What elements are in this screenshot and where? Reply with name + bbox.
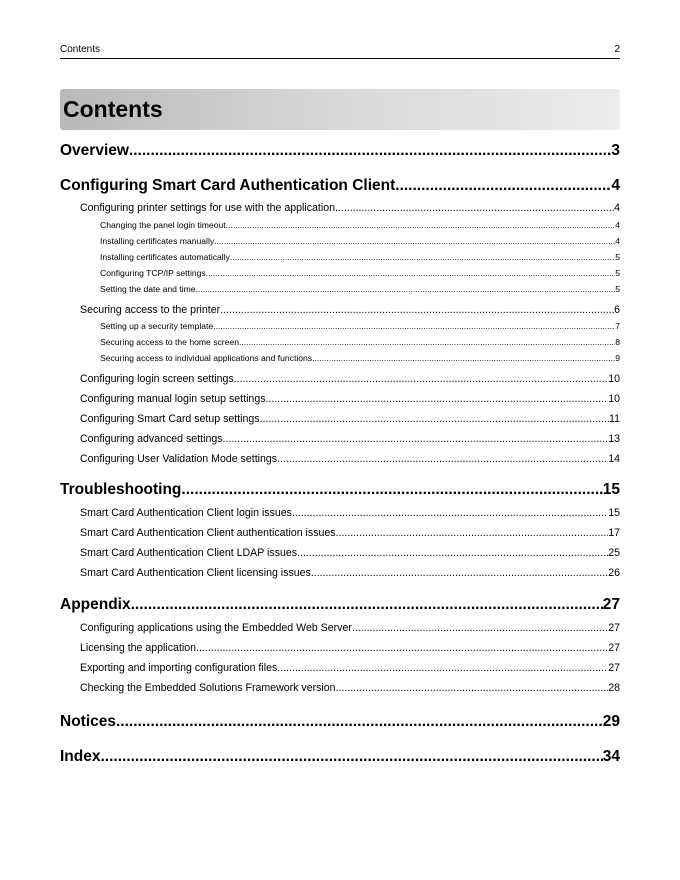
toc-entry-notices[interactable] [60,713,620,731]
toc-entry-page: 27 [602,596,620,613]
toc-leader-dots [335,202,614,215]
toc-entry-title: Configuring login screen settings [80,373,234,385]
toc-entry-title: Configuring User Validation Mode settings [80,453,278,465]
toc-entry-changing-panel-login-timeout[interactable] [100,220,620,231]
toc-leader-dots [230,252,615,263]
toc-entry-securing-access-to-individual-applications[interactable] [100,353,620,364]
toc-entry-page: 4 [615,236,620,246]
page-title: Contents [63,96,163,122]
toc-leader-dots [292,507,608,520]
toc-leader-dots [196,284,616,295]
toc-entry-page: 27 [608,642,620,654]
toc-entry-title: Configuring printer settings for use with the application [80,202,335,214]
toc-leader-dots [129,142,611,160]
toc-entry-title: Changing the panel login timeout [100,220,226,230]
toc-leader-dots [312,353,615,364]
toc-entry-title: Securing access to the home screen [100,337,240,347]
running-header [60,44,620,59]
toc-entry-title: Setting up a security template [100,321,214,331]
toc-entry-installing-certificates-manually[interactable] [100,236,620,247]
toc-entry-page: 25 [608,547,620,559]
toc-entry-title: Configuring applications using the Embedded Web Server [80,622,352,634]
toc-leader-dots [311,567,608,580]
toc-leader-dots [214,236,615,247]
toc-entry-configuring-user-validation-mode-settings[interactable] [80,453,620,466]
toc-entry-configuring-tcpip-settings[interactable] [100,268,620,279]
toc-entry-page: 28 [608,682,620,694]
toc-leader-dots [223,433,609,446]
toc-entry-title: Notices [60,713,116,730]
toc-entry-page: 15 [602,481,620,498]
toc-leader-dots [206,268,615,279]
contents-title-banner [60,89,620,130]
toc-leader-dots [266,393,609,406]
toc-entry-title: Securing access to the printer [80,304,221,316]
toc-entry-setting-date-and-time[interactable] [100,284,620,295]
toc-entry-page: 29 [602,713,620,730]
toc-leader-dots [277,453,608,466]
toc-entry-configuring-printer-settings[interactable] [80,202,620,215]
toc-entry-configuring-applications-ews[interactable] [80,622,620,635]
toc-entry-configuring-smart-card-authentication-client[interactable] [60,177,620,195]
toc-entry-title: Licensing the application [80,642,197,654]
toc-leader-dots [213,321,615,332]
toc-entry-index[interactable] [60,748,620,766]
toc-entry-title: Configuring manual login setup settings [80,393,266,405]
toc-entry-page: 8 [615,337,620,347]
toc-entry-licensing-the-application[interactable] [80,642,620,655]
toc-entry-page: 9 [615,353,620,363]
toc-leader-dots [297,547,608,560]
toc-entry-page: 4 [614,202,620,214]
toc-entry-exporting-importing-configuration[interactable] [80,662,620,675]
running-header-page-number: 2 [614,44,620,55]
toc-entry-title: Smart Card Authentication Client licensing issues [80,567,311,579]
toc-leader-dots [131,596,603,614]
toc-leader-dots [220,304,614,317]
toc-entry-title: Installing certificates manually [100,236,215,246]
toc-entry-page: 10 [608,393,620,405]
toc-entry-checking-esf-version[interactable] [80,682,620,695]
running-header-section: Contents [60,44,101,55]
toc-entry-title: Installing certificates automatically [100,252,230,262]
toc-leader-dots [181,481,602,499]
toc-leader-dots [395,177,611,195]
toc-entry-title: Checking the Embedded Solutions Framework version [80,682,336,694]
toc-entry-title: Configuring Smart Card Authentication Client [60,177,396,194]
toc-entry-page: 5 [615,284,620,294]
toc-entry-page: 15 [608,507,620,519]
toc-entry-appendix[interactable] [60,596,620,614]
toc-leader-dots [260,413,609,426]
toc-entry-page: 3 [611,142,620,159]
toc-entry-authentication-issues[interactable] [80,527,620,540]
toc-entry-title: Appendix [60,596,131,613]
toc-entry-title: Index [60,748,101,765]
toc-entry-page: 27 [608,622,620,634]
toc-entry-title: Overview [60,142,129,159]
toc-entry-title: Smart Card Authentication Client authentication issues [80,527,336,539]
toc-entry-title: Exporting and importing configuration files [80,662,278,674]
toc-entry-securing-access-to-printer[interactable] [80,304,620,317]
toc-entry-title: Troubleshooting [60,481,182,498]
toc-entry-page: 4 [615,220,620,230]
toc-leader-dots [116,713,603,731]
toc-entry-page: 4 [611,177,620,194]
toc-entry-page: 14 [608,453,620,465]
toc-entry-setting-up-security-template[interactable] [100,321,620,332]
toc-leader-dots [336,527,609,540]
toc-leader-dots [352,622,608,635]
toc-entry-overview[interactable] [60,142,620,160]
toc-entry-title: Smart Card Authentication Client LDAP issues [80,547,298,559]
toc-leader-dots [100,748,602,766]
toc-entry-configuring-manual-login-setup-settings[interactable] [80,393,620,406]
toc-leader-dots [226,220,616,231]
toc-entry-securing-access-to-home-screen[interactable] [100,337,620,348]
toc-entry-installing-certificates-automatically[interactable] [100,252,620,263]
toc-entry-page: 5 [615,268,620,278]
toc-entry-ldap-issues[interactable] [80,547,620,560]
toc-entry-title: Configuring Smart Card setup settings [80,413,260,425]
toc-entry-login-issues[interactable] [80,507,620,520]
toc-entry-page: 7 [615,321,620,331]
toc-entry-configuring-advanced-settings[interactable] [80,433,620,446]
toc-entry-title: Securing access to individual applications and functions [100,353,313,363]
toc-entry-title: Configuring advanced settings [80,433,223,445]
toc-entry-title: Smart Card Authentication Client login issues [80,507,292,519]
toc-leader-dots [336,682,609,695]
toc-leader-dots [239,337,615,348]
toc-entry-troubleshooting[interactable] [60,481,620,499]
toc-entry-title: Configuring TCP/IP settings [100,268,206,278]
toc-entry-page: 11 [609,413,620,425]
toc-entry-page: 5 [615,252,620,262]
toc-entry-page: 6 [614,304,620,316]
toc-entry-page: 27 [608,662,620,674]
toc-entry-page: 13 [608,433,620,445]
toc-leader-dots [196,642,608,655]
toc-entry-configuring-login-screen-settings[interactable] [80,373,620,386]
toc-entry-configuring-smart-card-setup-settings[interactable] [80,413,620,426]
toc-entry-title: Setting the date and time [100,284,196,294]
toc-entry-licensing-issues[interactable] [80,567,620,580]
toc-entry-page: 17 [608,527,620,539]
toc-entry-page: 34 [602,748,620,765]
toc-leader-dots [277,662,608,675]
toc-entry-page: 26 [608,567,620,579]
toc-entry-page: 10 [608,373,620,385]
toc-leader-dots [234,373,609,386]
